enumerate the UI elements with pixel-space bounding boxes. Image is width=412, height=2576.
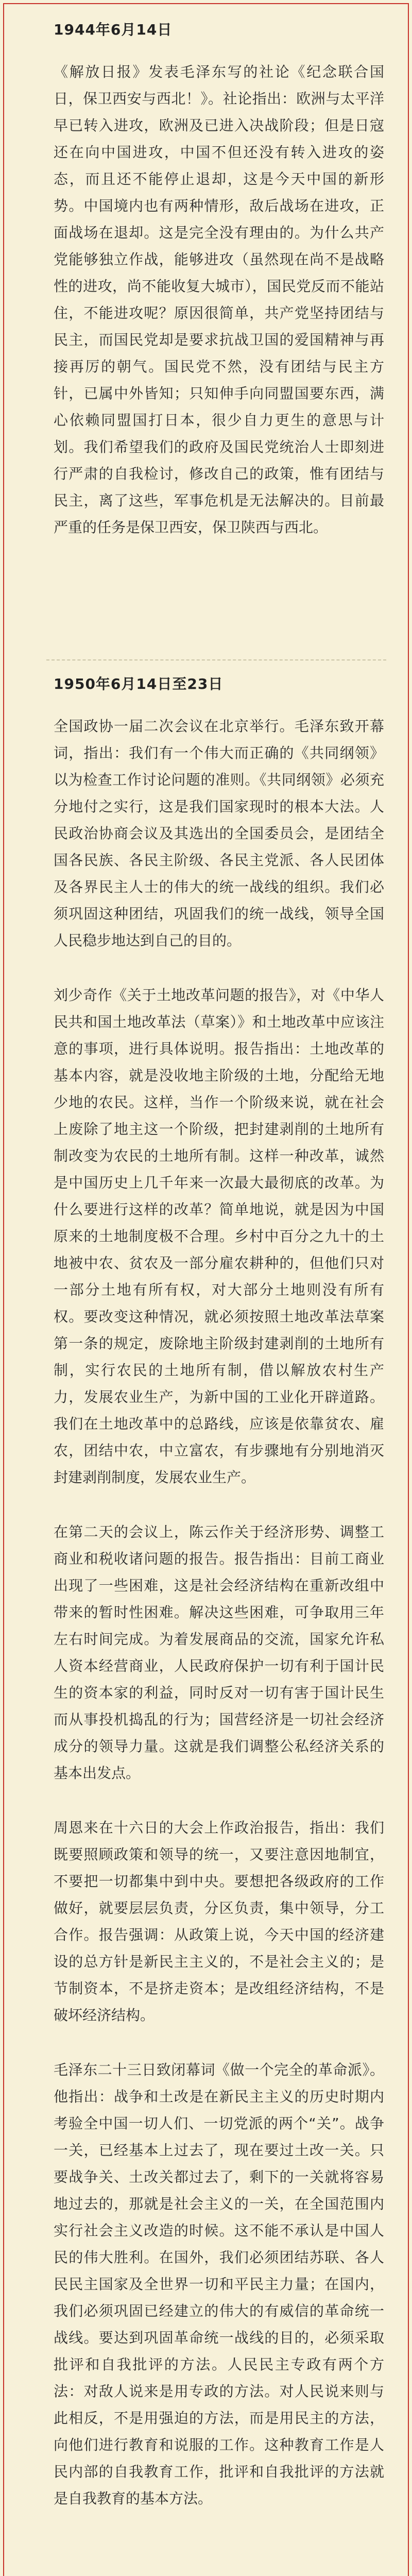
entry-paragraph: 毛泽东二十三日致闭幕词《做一个完全的革命派》。他指出：战争和土改是在新民主主义的历史时期内考验全中国一切人们、一切党派的两个“关”。战争一关，已经基本上过去了，现在要过土改一关。只要战争关、土改关都过去了，剩下的一关就将容易地过去的，那就是社会主义的一关，在全国范围内实行社会主义改造的时候。这不能不承认是中国人民的伟大胜利。在国外，我们必须团结苏联、各人民民主国家及全世界一切和平民主力量；在国内，我们必须巩固已经建立的伟大的有威信的革命统一战线。要达到巩固革命统一战线的目的，必须采取批评和自我批评的方法。人民民主专政有两个方法：对敌人说来是用专政的方法。对人民说来则与此相反，不是用强迫的方法，而是用民主的方法，向他们进行教育和说服的工作。这种教育工作是人民内部的自我教育工作，批评和自我批评的方法就是自我教育的基本方法。 bbox=[54, 2061, 384, 2507]
entry-date: 1950年6月14日至23日 bbox=[54, 675, 224, 692]
entry-paragraph: 周恩来在十六日的大会上作政治报告，指出：我们既要照顾政策和领导的统一，又要注意因地制宜，不要把一切都集中到中央。要想把各级政府的工作做好，就要层层负责，分区负责，集中领导，分工合作。报告强调：从政策上说，今天中国的经济建设的总方针是新民主主义的，不是社会主义的；是节制资本，不是挤走资本；是改组经济结构，不是破坏经济结构。 bbox=[54, 1819, 384, 2024]
entry-paragraph: 全国政协一届二次会议在北京举行。毛泽东致开幕词，指出：我们有一个伟大而正确的《共同纲领》以为检查工作讨论问题的准则。《共同纲领》必须充分地付之实行，这是我们国家现时的根本大法。人民政治协商会议及其选出的全国委员会，是团结全国各民族、各民主阶级、各民主党派、各人民团体及各界民主人士的伟大的统一战线的组织。我们必须巩固这种团结，巩固我们的统一战线，领导全国人民稳步地达到自己的目的。 bbox=[54, 718, 384, 949]
entry-paragraph: 《解放日报》发表毛泽东写的社论《纪念联合国日，保卫西安与西北！》。社论指出：欧洲与太平洋早已转入进攻，欧洲及已进入决战阶段；但是日寇还在向中国进攻，中国不但还没有转入进攻的姿态，而且还不能停止退却，这是今天中国的新形势。中国境内也有两种情形，敌后战场在进攻，正面战场在退却。这是完全没有理由的。为什么共产党能够独立作战，能够进攻（虽然现在尚不是战略性的进攻，尚不能收复大城市），国民党反而不能站住，不能进攻呢？原因很简单，共产党坚持团结与民主，而国民党却是要求抗战卫国的爱国精神与再接再厉的朝气。国民党不然，没有团结与民主方针，已属中外皆知；只知伸手向同盟国要东西，满心依赖同盟国打日本，很少自力更生的意思与计划。我们希望我们的政府及国民党统治人士即刻进行严肃的自我检讨，修改自己的政策，惟有团结与民主，离了这些，军事危机是无法解决的。目前最严重的任务是保卫西安，保卫陕西与西北。 bbox=[54, 63, 384, 536]
entry-1950 bbox=[8, 674, 404, 2512]
entry-divider bbox=[46, 659, 386, 660]
entry-paragraph: 刘少奇作《关于土地改革问题的报告》，对《中华人民共和国土地改革法（草案）》和土地改革中应该注意的事项，进行具体说明。报告指出：土地改革的基本内容，就是没收地主阶级的土地，分配给无地少地的农民。这样，当作一个阶级来说，就在社会上废除了地主这一个阶级，把封建剥削的土地所有制改变为农民的土地所有制。这样一种改革，诚然是中国历史上几千年来一次最大最彻底的改革。为什么要进行这样的改革？简单地说，就是因为中国原来的土地制度极不合理。乡村中百分之九十的土地被中农、贫农及一部分雇农耕种的，但他们只对一部分土地有所有权，对大部分土地则没有所有权。要改变这种情况，就必须按照土地改革法草案第一条的规定，废除地主阶级封建剥削的土地所有制，实行农民的土地所有制，借以解放农村生产力，发展农业生产，为新中国的工业化开辟道路。我们在土地改革中的总路线，应该是依靠贫农、雇农，团结中农，中立富农，有步骤地有分别地消灭封建剥削制度，发展农业生产。 bbox=[54, 987, 384, 1486]
document-body bbox=[8, 9, 404, 2576]
entry-paragraph: 在第二天的会议上，陈云作关于经济形势、调整工商业和税收诸问题的报告。报告指出：目前工商业出现了一些困难，这是社会经济结构在重新改组中带来的暂时性困难。解决这些困难，可争取用三年左右时间完成。为着发展商品的交流，国家允许私人资本经营商业，人民政府保护一切有利于国计民生的资本家的利益，同时反对一切有害于国计民生而从事投机捣乱的行为；国营经济是一切社会经济成分的领导力量。这就是我们调整公私经济关系的基本出发点。 bbox=[54, 1523, 384, 1782]
entry-date: 1944年6月14日 bbox=[54, 21, 173, 38]
entry-1944 bbox=[8, 20, 404, 541]
